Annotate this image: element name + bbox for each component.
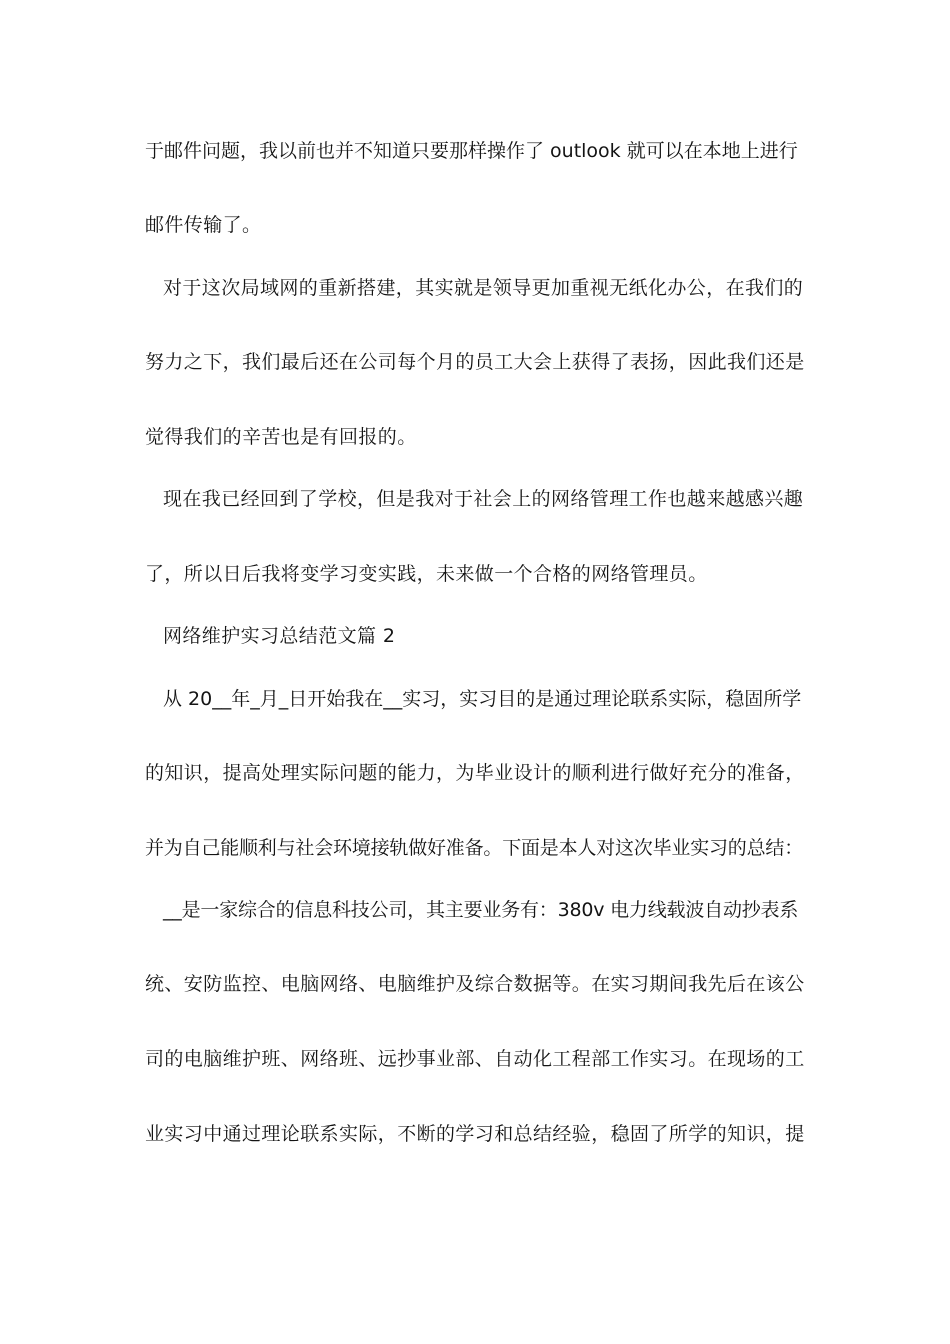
paragraph-start-line: 从 20__年_月_日开始我在__实习，实习目的是通过理论联系实际，稳固所学 — [163, 688, 802, 710]
text-line-14: 司的电脑维护班、网络班、远抄事业部、自动化工程部工作实习。在现场的工 — [145, 1048, 805, 1070]
text-line-11: 并为自己能顺利与社会环境接轨做好准备。下面是本人对这次毕业实习的总结： — [145, 837, 804, 859]
text-line-7: 了，所以日后我将变学习变实践，未来做一个合格的网络管理员。 — [145, 563, 708, 585]
text-line-2: 邮件传输了。 — [145, 214, 262, 236]
text-line-13: 统、安防监控、电脑网络、电脑维护及综合数据等。在实习期间我先后在该公 — [145, 973, 805, 995]
paragraph-start-line: __是一家综合的信息科技公司，其主要业务有：380v 电力线载波自动抄表系 — [163, 899, 799, 921]
text-line-5: 觉得我们的辛苦也是有回报的。 — [145, 426, 417, 448]
text-line-15: 业实习中通过理论联系实际，不断的学习和总结经验，稳固了所学的知识，提 — [145, 1123, 805, 1145]
section-heading: 网络维护实习总结范文篇 2 — [163, 625, 396, 647]
text-line-1: 于邮件问题，我以前也并不知道只要那样操作了 outlook 就可以在本地上进行 — [145, 140, 798, 162]
paragraph-start-line: 对于这次局域网的重新搭建，其实就是领导更加重视无纸化办公，在我们的 — [163, 277, 804, 299]
text-line-4: 努力之下，我们最后还在公司每个月的员工大会上获得了表扬，因此我们还是 — [145, 351, 805, 373]
text-line-10: 的知识，提高处理实际问题的能力，为毕业设计的顺利进行做好充分的准备， — [145, 762, 805, 784]
paragraph-start-line: 现在我已经回到了学校，但是我对于社会上的网络管理工作也越来越感兴趣 — [163, 488, 804, 510]
